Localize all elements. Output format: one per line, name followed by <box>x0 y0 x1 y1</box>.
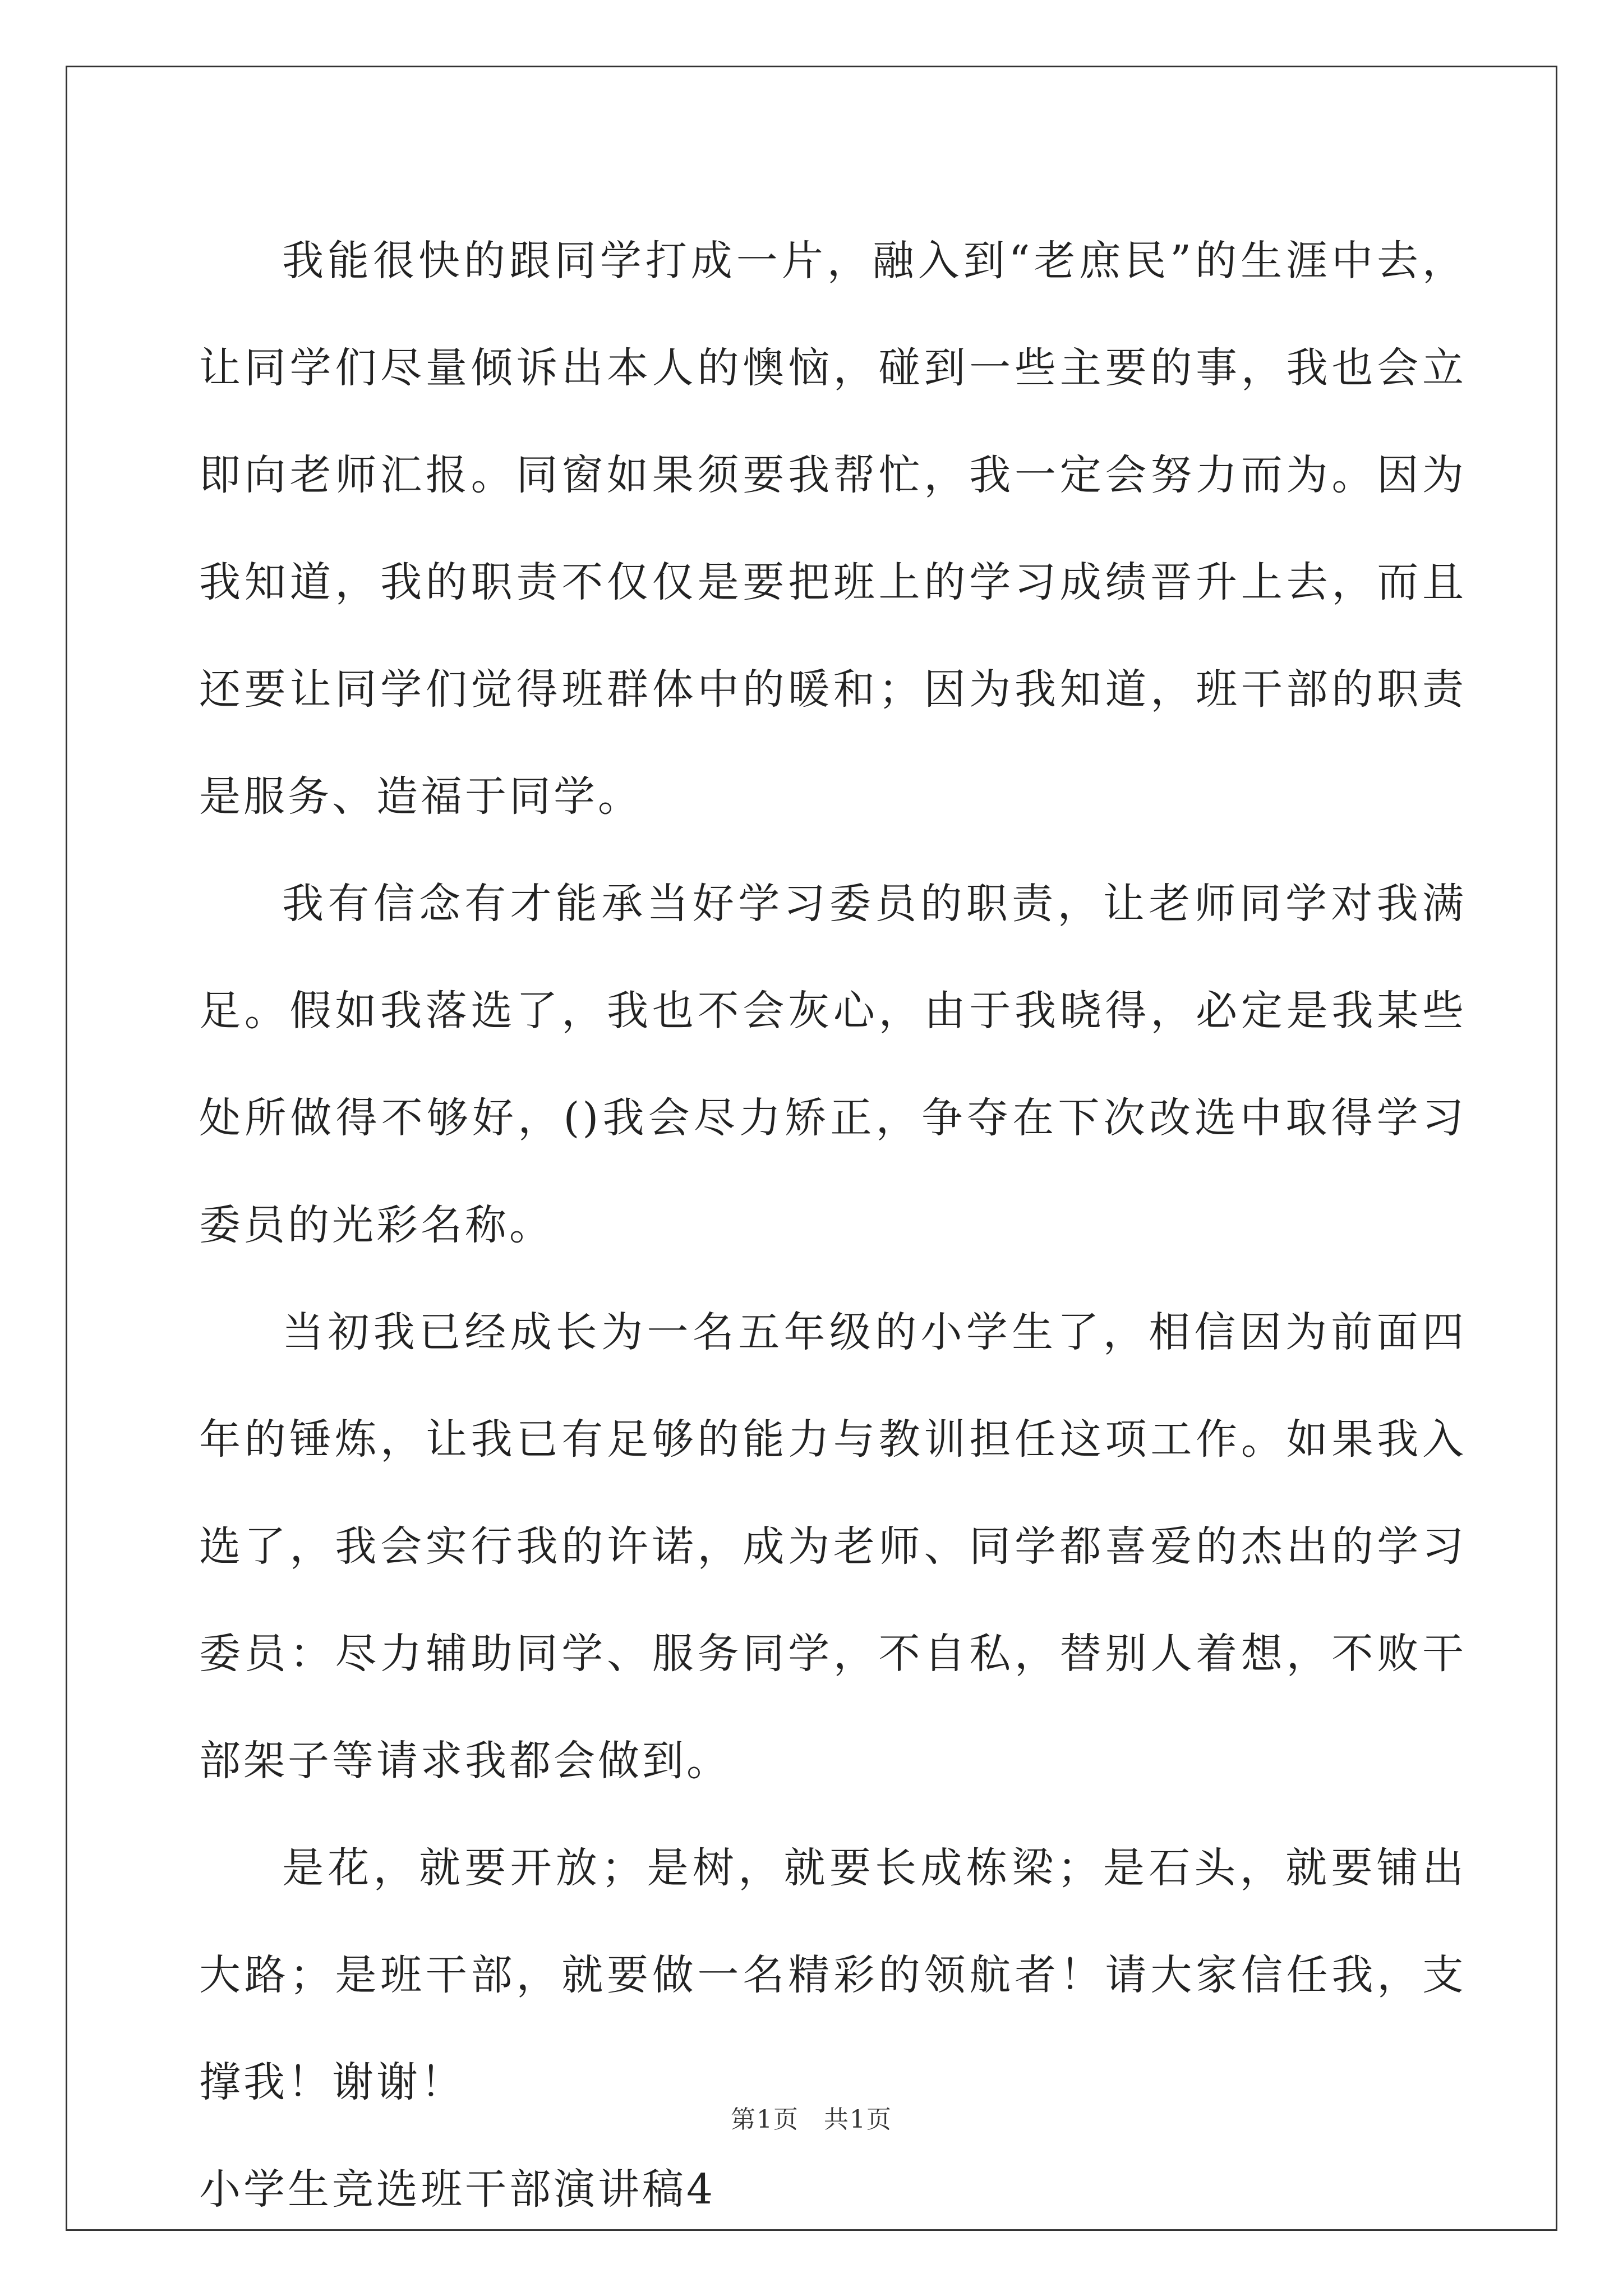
section-heading: 小学生竞选班干部演讲稿4 <box>199 2165 716 2214</box>
paragraph-1: 我能很快的跟同学打成一片，融入到“老庶民”的生涯中去，让同学们尽量倾诉出本人的懊恼，碰到一些主要的事，我也会立即向老师汇报。同窗如果须要我帮忙，我一定会努力而为。因为我知道，我的职责不仅仅是要把班上的学习成绩晋升上去，而且还要让同学们觉得班群体中的暖和；因为我知道，班干部的职责是服务、造福于同学。 <box>199 237 1467 821</box>
page-number: 第1页 <box>731 2105 799 2134</box>
page-footer <box>0 2099 1623 2135</box>
paragraph-4: 是花，就要开放；是树，就要长成栋梁；是石头，就要铺出大路；是班干部，就要做一名精彩的领航者！请大家信任我，支撑我！谢谢！ <box>199 1844 1467 2106</box>
document-body <box>199 208 1467 2243</box>
paragraph-2: 我有信念有才能承当好学习委员的职责，让老师同学对我满足。假如我落选了，我也不会灰心，由于我晓得，必定是我某些处所做得不够好，()我会尽力矫正，争夺在下次改选中取得学习委员的光彩名称。 <box>199 880 1467 1249</box>
page-total: 共1页 <box>824 2105 892 2134</box>
paragraph-3: 当初我已经成长为一名五年级的小学生了，相信因为前面四年的锤炼，让我已有足够的能力与教训担任这项工作。如果我入选了，我会实行我的许诺，成为老师、同学都喜爱的杰出的学习委员：尽力辅助同学、服务同学，不自私，替别人着想，不败干部架子等请求我都会做到。 <box>199 1308 1467 1785</box>
